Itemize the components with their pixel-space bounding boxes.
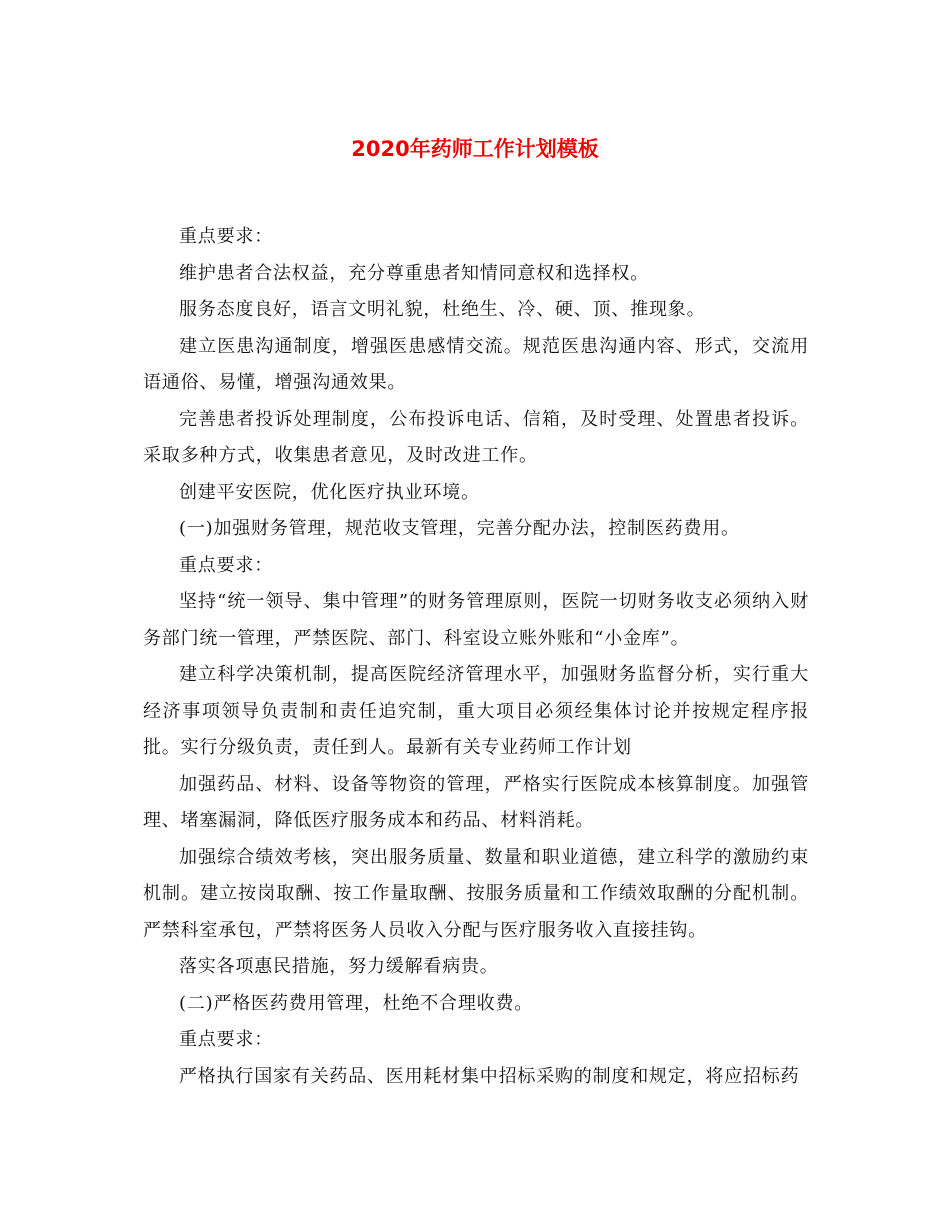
- paragraph: 维护患者合法权益，充分尊重患者知情同意权和选择权。: [179, 262, 649, 284]
- paragraph: 重点要求：: [179, 1029, 273, 1050]
- paragraph: 服务态度良好，语言文明礼貌，杜绝生、冷、硬、顶、推现象。: [179, 299, 706, 320]
- paragraph: (二)严格医药费用管理，杜绝不合理收费。: [179, 992, 534, 1014]
- paragraph: 坚持“统一领导、集中管理”的财务管理原则，医院一切财务收支必须纳入财务部门统一管理，严禁医院、部门、科室设立账外账和“小金库”。: [143, 591, 809, 649]
- paragraph: 加强综合绩效考核，突出服务质量、数量和职业道德，建立科学的激励约束机制。建立按岗取酬、按工作量取酬、按服务质量和工作绩效取酬的分配机制。严禁科室承包，严禁将医务人员收入分配与医疗服务收入直接挂钩。: [143, 846, 809, 941]
- paragraph: 严格执行国家有关药品、医用耗材集中招标采购的制度和规定，将应招标药: [179, 1065, 800, 1087]
- paragraph: 落实各项惠民措施，努力缓解看病贵。: [179, 956, 499, 977]
- paragraph: 完善患者投诉处理制度，公布投诉电话、信箱，及时受理、处置患者投诉。采取多种方式，收集患者意见，及时改进工作。: [143, 408, 809, 466]
- paragraph: 建立医患沟通制度，增强医患感情交流。规范医患沟通内容、形式，交流用语通俗、易懂，增强沟通效果。: [143, 335, 809, 393]
- paragraph: 加强药品、材料、设备等物资的管理，严格实行医院成本核算制度。加强管理、堵塞漏洞，降低医疗服务成本和药品、材料消耗。: [143, 773, 809, 831]
- paragraph: 重点要求：: [179, 554, 273, 576]
- paragraph: 建立科学决策机制，提高医院经济管理水平，加强财务监督分析，实行重大经济事项领导负责制和责任追究制，重大项目必须经集体讨论并按规定程序报批。实行分级负责，责任到人。最新有关专业药师工作计划: [143, 664, 809, 758]
- paragraph: (一)加强财务管理，规范收支管理，完善分配办法，控制医药费用。: [179, 518, 740, 539]
- document-body: [143, 219, 809, 1095]
- paragraph: 创建平安医院，优化医疗执业环境。: [179, 481, 480, 503]
- paragraph: 重点要求：: [179, 226, 273, 247]
- document-title: 2020年药师工作计划模板: [351, 137, 599, 161]
